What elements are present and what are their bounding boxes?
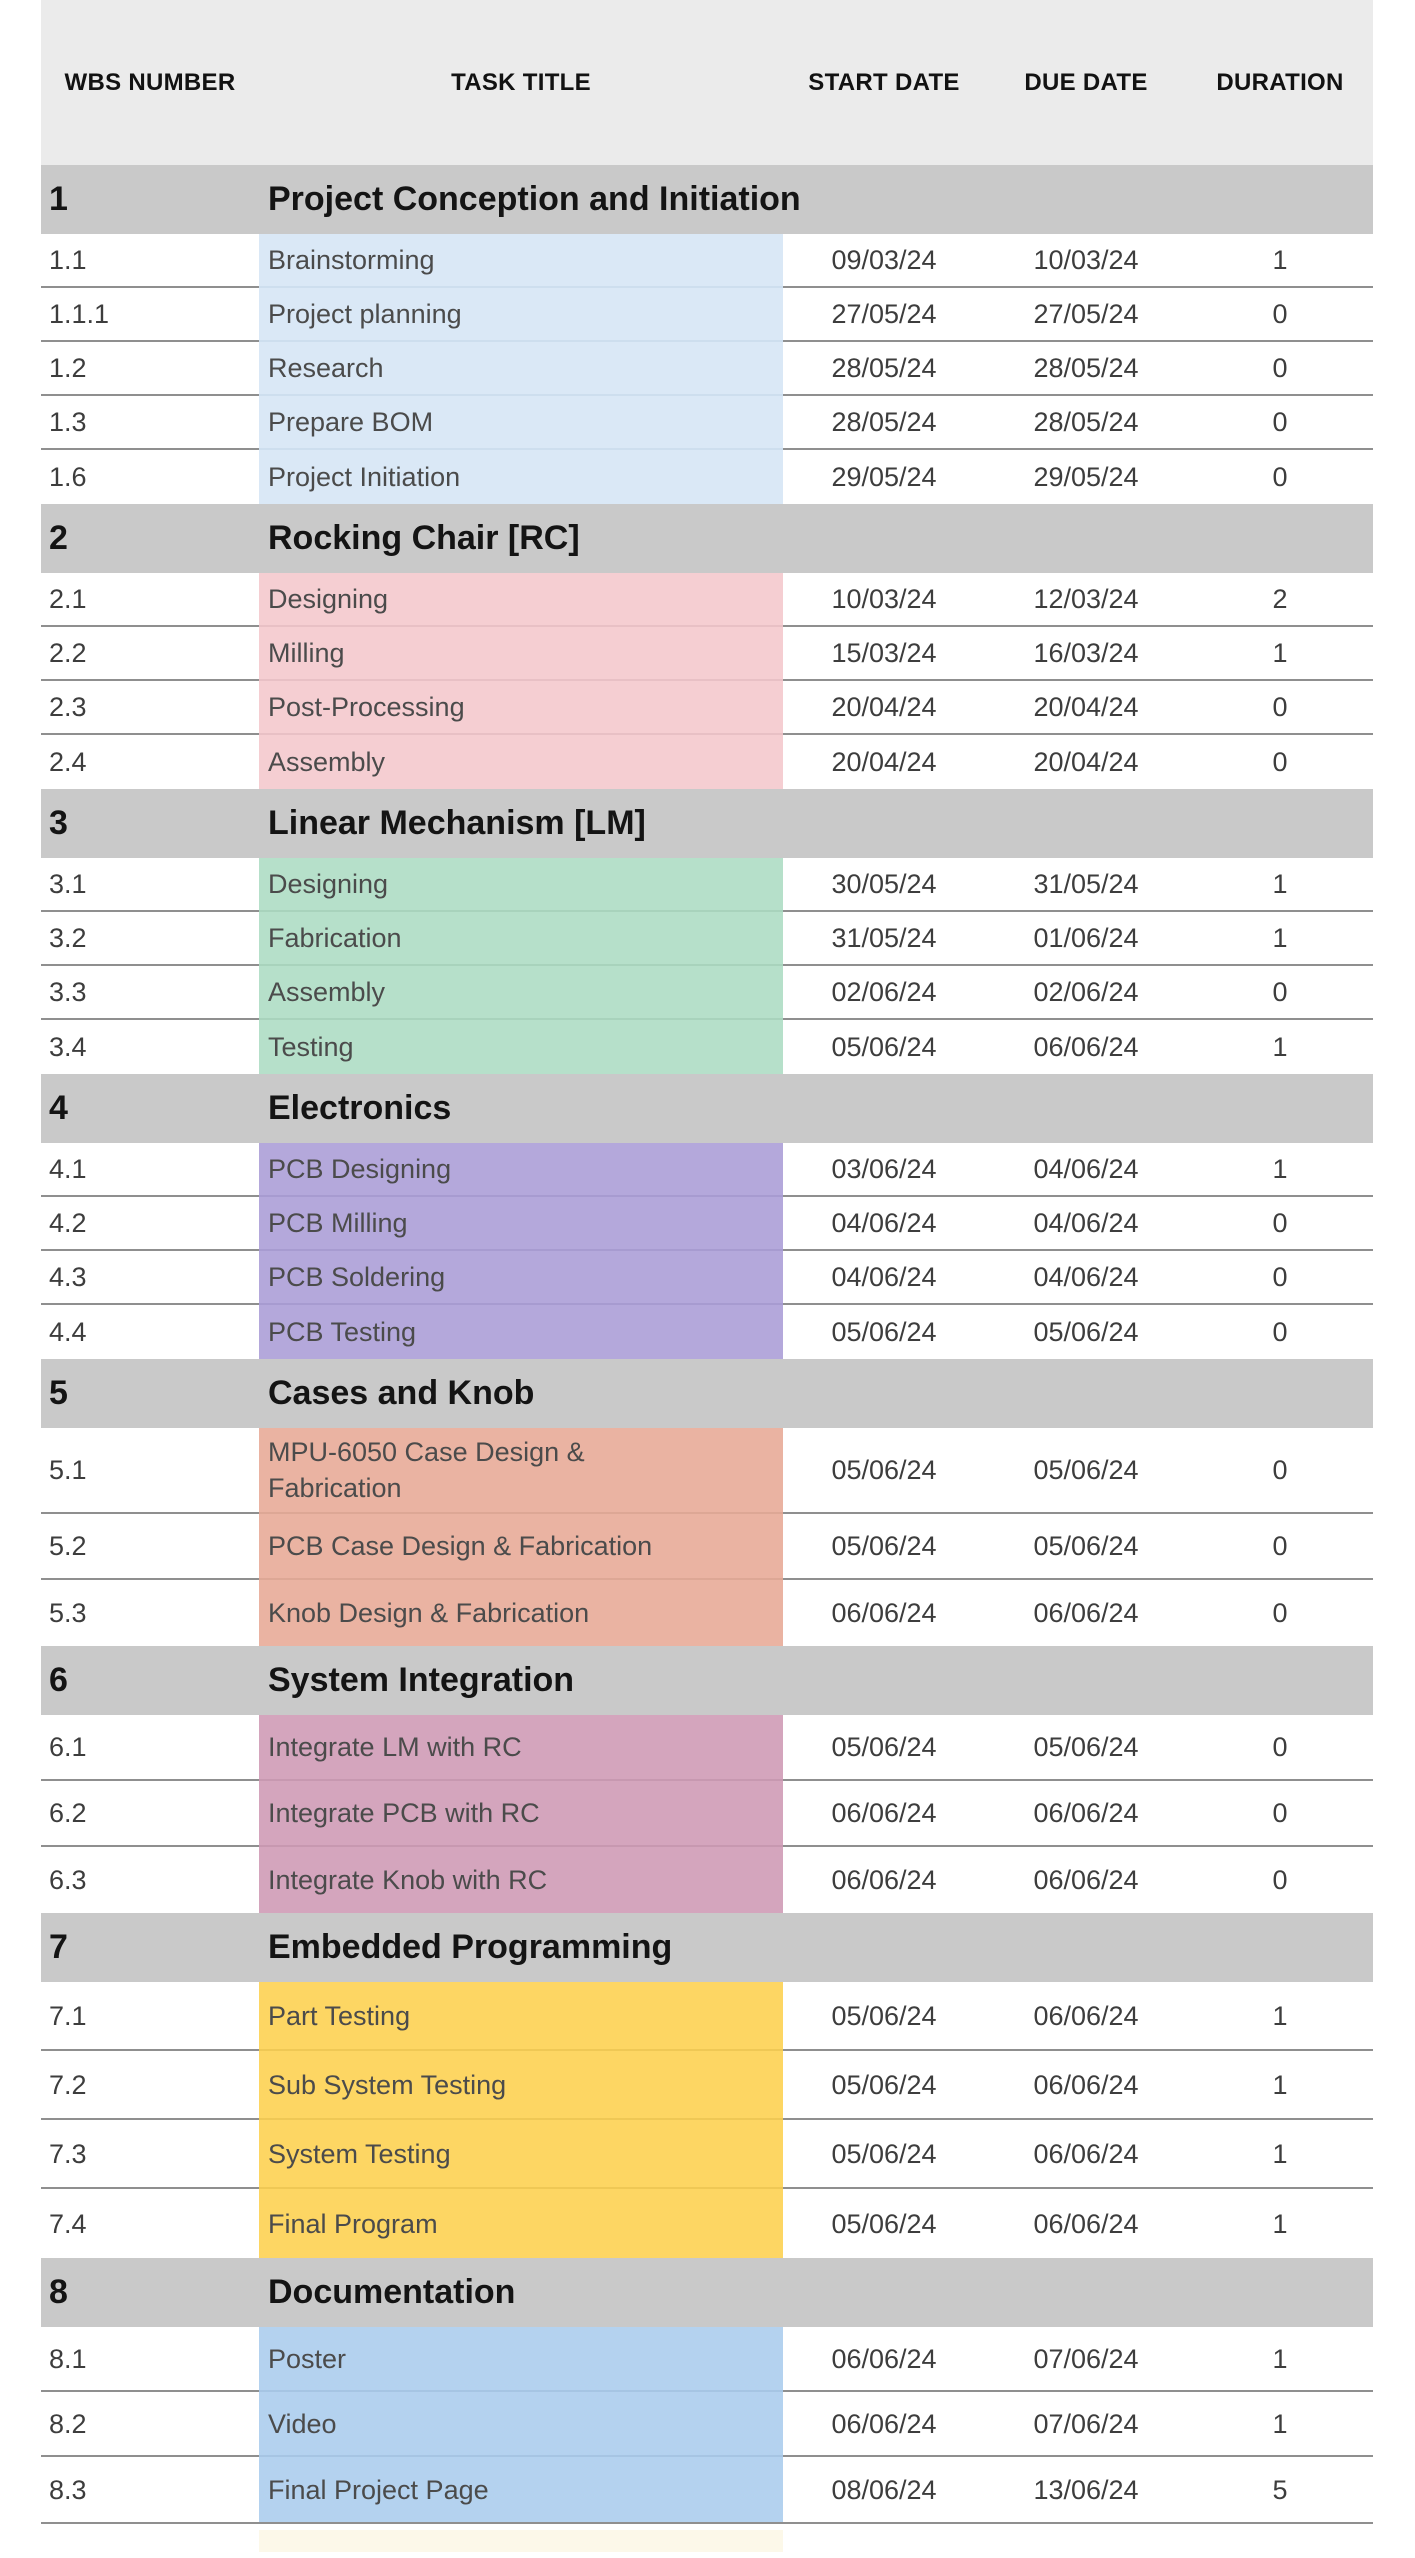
task-duration: 0 (1187, 966, 1373, 1020)
task-title-cell: Milling (259, 627, 783, 681)
section-header-row (41, 1074, 1373, 1143)
task-wbs-number: 1.3 (41, 396, 259, 450)
task-section (41, 165, 1373, 504)
task-row (41, 627, 1373, 681)
section-number: 8 (49, 2273, 68, 2311)
task-due-date: 06/06/24 (1033, 1598, 1139, 1628)
task-start-date: 09/03/24 (783, 234, 985, 288)
task-section (41, 789, 1373, 1074)
task-start-date: 06/06/24 (831, 1865, 937, 1895)
task-wbs-number: 8.3 (49, 2474, 87, 2505)
task-wbs-number: 5.2 (41, 1514, 259, 1580)
task-title-cell: Project planning (259, 288, 783, 342)
section-title: Embedded Programming (268, 1928, 673, 1966)
task-due-date: 05/06/24 (985, 1428, 1187, 1514)
task-wbs-number: 4.4 (49, 1317, 87, 1347)
task-row (41, 234, 1373, 288)
task-duration: 0 (1187, 1781, 1373, 1847)
section-title: Electronics (268, 1089, 452, 1127)
task-due-date: 04/06/24 (985, 1251, 1187, 1305)
column-header-due-date: DUE DATE (1024, 68, 1148, 96)
task-due-date: 06/06/24 (1033, 1865, 1139, 1895)
task-wbs-number: 1.1 (41, 234, 259, 288)
task-duration: 1 (1187, 858, 1373, 912)
task-title-cell: Post-Processing (259, 681, 783, 735)
task-title-cell: Final Program (259, 2189, 783, 2258)
task-row (41, 1514, 1373, 1580)
task-duration: 5 (1272, 2474, 1288, 2505)
task-wbs-number: 7.1 (41, 1982, 259, 2051)
task-duration: 1 (1187, 1143, 1373, 1197)
section-task-rows (41, 858, 1373, 1074)
task-row (41, 858, 1373, 912)
task-start-date: 30/05/24 (783, 858, 985, 912)
section-task-rows (41, 1715, 1373, 1913)
task-duration: 0 (1187, 1514, 1373, 1580)
task-wbs-number: 5.3 (49, 1598, 87, 1628)
task-duration: 0 (1187, 1251, 1373, 1305)
task-due-date: 05/06/24 (1033, 1317, 1139, 1347)
task-wbs-number: 2.4 (49, 747, 87, 777)
task-section (41, 1074, 1373, 1359)
task-title-cell: Assembly (259, 735, 783, 789)
task-start-date: 02/06/24 (783, 966, 985, 1020)
section-number: 7 (49, 1928, 68, 1966)
task-due-date: 04/06/24 (985, 1143, 1187, 1197)
section-header-row (41, 1646, 1373, 1715)
task-title-cell: Poster (259, 2327, 783, 2392)
task-start-date: 27/05/24 (783, 288, 985, 342)
task-title-cell: PCB Milling (259, 1197, 783, 1251)
task-start-date: 20/04/24 (783, 681, 985, 735)
task-duration: 0 (1272, 1865, 1288, 1895)
task-wbs-number: 1.6 (49, 462, 87, 492)
section-header-row (41, 504, 1373, 573)
task-row (41, 735, 1373, 789)
task-title-cell: Final Project Page (259, 2457, 783, 2522)
task-duration: 0 (1187, 681, 1373, 735)
section-header-row (41, 1359, 1373, 1428)
task-duration: 1 (1272, 1032, 1288, 1062)
task-wbs-number: 3.3 (41, 966, 259, 1020)
task-duration: 0 (1187, 1428, 1373, 1514)
section-title: Cases and Knob (268, 1374, 535, 1412)
task-due-date: 02/06/24 (985, 966, 1187, 1020)
task-title-cell: Assembly (259, 966, 783, 1020)
task-duration: 1 (1187, 2051, 1373, 2120)
task-start-date: 06/06/24 (831, 1598, 937, 1628)
section-title: Documentation (268, 2273, 516, 2311)
task-due-date: 12/03/24 (985, 573, 1187, 627)
task-duration: 1 (1187, 912, 1373, 966)
task-start-date: 05/06/24 (831, 2208, 937, 2239)
task-due-date: 29/05/24 (1033, 462, 1139, 492)
task-start-date: 05/06/24 (783, 2051, 985, 2120)
task-duration: 0 (1272, 747, 1288, 777)
column-header-start-date: START DATE (808, 68, 960, 96)
task-start-date: 05/06/24 (783, 1514, 985, 1580)
task-duration: 1 (1187, 627, 1373, 681)
task-wbs-number: 4.1 (41, 1143, 259, 1197)
task-duration: 1 (1187, 2120, 1373, 2189)
task-due-date: 07/06/24 (985, 2392, 1187, 2457)
task-row (41, 450, 1373, 504)
task-duration: 1 (1187, 1982, 1373, 2051)
task-section (41, 1913, 1373, 2258)
task-due-date: 28/05/24 (985, 342, 1187, 396)
task-title-cell: Designing (259, 573, 783, 627)
task-due-date: 05/06/24 (985, 1514, 1187, 1580)
task-wbs-number: 6.1 (41, 1715, 259, 1781)
task-duration: 0 (1187, 342, 1373, 396)
section-title: System Integration (268, 1661, 575, 1699)
task-wbs-number: 3.4 (49, 1032, 87, 1062)
section-task-rows (41, 234, 1373, 504)
task-section (41, 1359, 1373, 1646)
task-due-date: 06/06/24 (985, 2051, 1187, 2120)
task-row (41, 573, 1373, 627)
task-section (41, 2258, 1373, 2522)
task-section (41, 504, 1373, 789)
task-start-date: 31/05/24 (783, 912, 985, 966)
section-header-row (41, 789, 1373, 858)
task-start-date: 05/06/24 (783, 2120, 985, 2189)
task-due-date: 13/06/24 (1033, 2474, 1139, 2505)
task-start-date: 06/06/24 (783, 2327, 985, 2392)
section-task-rows (41, 1982, 1373, 2258)
task-wbs-number: 7.4 (49, 2208, 87, 2239)
task-row (41, 1847, 1373, 1913)
task-title-cell: Prepare BOM (259, 396, 783, 450)
task-due-date: 28/05/24 (985, 396, 1187, 450)
task-row (41, 1143, 1373, 1197)
section-number: 1 (49, 180, 68, 218)
column-header-task-title: TASK TITLE (451, 68, 591, 96)
task-title-cell: System Testing (259, 2120, 783, 2189)
task-row (41, 2327, 1373, 2392)
task-row (41, 288, 1373, 342)
task-title-cell: Integrate LM with RC (259, 1715, 783, 1781)
task-wbs-number: 2.1 (41, 573, 259, 627)
task-row (41, 396, 1373, 450)
task-title-cell: Research (259, 342, 783, 396)
section-header-row (41, 1913, 1373, 1982)
task-start-date: 05/06/24 (831, 1317, 937, 1347)
task-duration: 2 (1187, 573, 1373, 627)
task-duration: 1 (1187, 2392, 1373, 2457)
task-row (41, 1781, 1373, 1847)
task-title-cell: Project Initiation (259, 450, 783, 504)
task-section (41, 1646, 1373, 1913)
task-row (41, 2051, 1373, 2120)
task-wbs-number: 1.2 (41, 342, 259, 396)
task-wbs-number: 1.1.1 (41, 288, 259, 342)
task-start-date: 05/06/24 (783, 1428, 985, 1514)
task-due-date: 27/05/24 (985, 288, 1187, 342)
task-wbs-number: 6.2 (41, 1781, 259, 1847)
task-title-cell: PCB Soldering (259, 1251, 783, 1305)
task-start-date: 05/06/24 (783, 1715, 985, 1781)
task-title-cell: PCB Testing (259, 1305, 783, 1359)
task-wbs-number: 8.1 (41, 2327, 259, 2392)
task-due-date: 07/06/24 (985, 2327, 1187, 2392)
column-header-duration: DURATION (1216, 68, 1344, 96)
task-duration: 1 (1187, 2327, 1373, 2392)
task-due-date: 20/04/24 (985, 681, 1187, 735)
task-row (41, 912, 1373, 966)
section-task-rows (41, 2327, 1373, 2522)
task-start-date: 05/06/24 (783, 1982, 985, 2051)
section-header-row (41, 165, 1373, 234)
section-title: Rocking Chair [RC] (268, 519, 580, 557)
table-header-row (41, 0, 1373, 165)
task-start-date: 03/06/24 (783, 1143, 985, 1197)
task-title-cell: Sub System Testing (259, 2051, 783, 2120)
task-due-date: 06/06/24 (985, 1982, 1187, 2051)
task-due-date: 06/06/24 (1033, 1032, 1139, 1062)
task-wbs-number: 3.2 (41, 912, 259, 966)
section-number: 2 (49, 519, 68, 557)
task-row (41, 342, 1373, 396)
task-row (41, 2457, 1373, 2522)
task-duration: 1 (1187, 234, 1373, 288)
task-title-cell: Integrate Knob with RC (259, 1847, 783, 1913)
task-row (41, 1982, 1373, 2051)
task-title-cell: Brainstorming (259, 234, 783, 288)
task-title-cell: Video (259, 2392, 783, 2457)
task-wbs-number: 8.2 (41, 2392, 259, 2457)
task-wbs-number: 6.3 (49, 1865, 87, 1895)
task-start-date: 20/04/24 (831, 747, 937, 777)
partial-next-row-band (259, 2530, 783, 2552)
section-title: Linear Mechanism [LM] (268, 804, 646, 842)
task-due-date: 06/06/24 (1033, 2208, 1139, 2239)
task-start-date: 08/06/24 (831, 2474, 937, 2505)
task-start-date: 05/06/24 (831, 1032, 937, 1062)
section-title: Project Conception and Initiation (268, 180, 801, 218)
task-row (41, 1197, 1373, 1251)
task-duration: 0 (1272, 1317, 1288, 1347)
task-start-date: 28/05/24 (783, 342, 985, 396)
task-title-cell: MPU-6050 Case Design & Fabrication (259, 1428, 783, 1514)
section-number: 5 (49, 1374, 68, 1412)
section-header-row (41, 2258, 1373, 2327)
task-due-date: 16/03/24 (985, 627, 1187, 681)
task-duration: 0 (1187, 1715, 1373, 1781)
task-duration: 1 (1272, 2208, 1288, 2239)
task-title-cell: PCB Case Design & Fabrication (259, 1514, 783, 1580)
task-wbs-number: 2.3 (41, 681, 259, 735)
task-start-date: 10/03/24 (783, 573, 985, 627)
task-title-cell: Part Testing (259, 1982, 783, 2051)
task-row (41, 2392, 1373, 2457)
table-body (41, 165, 1373, 2522)
task-row (41, 1305, 1373, 1359)
task-row (41, 1428, 1373, 1514)
task-start-date: 04/06/24 (783, 1251, 985, 1305)
task-row (41, 966, 1373, 1020)
task-duration: 0 (1272, 1598, 1288, 1628)
task-start-date: 15/03/24 (783, 627, 985, 681)
task-title-cell: Fabrication (259, 912, 783, 966)
section-number: 3 (49, 804, 68, 842)
task-duration: 0 (1187, 288, 1373, 342)
task-wbs-number: 4.3 (41, 1251, 259, 1305)
task-wbs-number: 4.2 (41, 1197, 259, 1251)
task-due-date: 01/06/24 (985, 912, 1187, 966)
task-due-date: 31/05/24 (985, 858, 1187, 912)
task-duration: 0 (1187, 1197, 1373, 1251)
task-start-date: 06/06/24 (783, 2392, 985, 2457)
section-task-rows (41, 1143, 1373, 1359)
task-wbs-number: 7.2 (41, 2051, 259, 2120)
task-row (41, 1020, 1373, 1074)
section-task-rows (41, 1428, 1373, 1646)
task-title-cell: Testing (259, 1020, 783, 1074)
task-due-date: 10/03/24 (985, 234, 1187, 288)
task-row (41, 2120, 1373, 2189)
task-due-date: 06/06/24 (985, 2120, 1187, 2189)
task-row (41, 681, 1373, 735)
task-title-cell: Designing (259, 858, 783, 912)
task-start-date: 06/06/24 (783, 1781, 985, 1847)
task-row (41, 1580, 1373, 1646)
column-header-wbs-number: WBS NUMBER (64, 68, 236, 96)
task-wbs-number: 2.2 (41, 627, 259, 681)
task-wbs-number: 5.1 (41, 1428, 259, 1514)
section-number: 6 (49, 1661, 68, 1699)
task-start-date: 28/05/24 (783, 396, 985, 450)
task-due-date: 04/06/24 (985, 1197, 1187, 1251)
task-title-cell: Knob Design & Fabrication (259, 1580, 783, 1646)
task-duration: 0 (1187, 396, 1373, 450)
task-due-date: 20/04/24 (1033, 747, 1139, 777)
task-start-date: 04/06/24 (783, 1197, 985, 1251)
table-end-line (41, 2522, 1373, 2524)
task-due-date: 06/06/24 (985, 1781, 1187, 1847)
task-start-date: 29/05/24 (831, 462, 937, 492)
task-row (41, 1715, 1373, 1781)
task-duration: 0 (1272, 462, 1288, 492)
task-title-cell: PCB Designing (259, 1143, 783, 1197)
section-task-rows (41, 573, 1373, 789)
wbs-schedule-table (41, 0, 1373, 2552)
task-wbs-number: 3.1 (41, 858, 259, 912)
task-wbs-number: 7.3 (41, 2120, 259, 2189)
task-row (41, 2189, 1373, 2258)
task-due-date: 05/06/24 (985, 1715, 1187, 1781)
task-row (41, 1251, 1373, 1305)
section-number: 4 (49, 1089, 68, 1127)
task-title-cell: Integrate PCB with RC (259, 1781, 783, 1847)
